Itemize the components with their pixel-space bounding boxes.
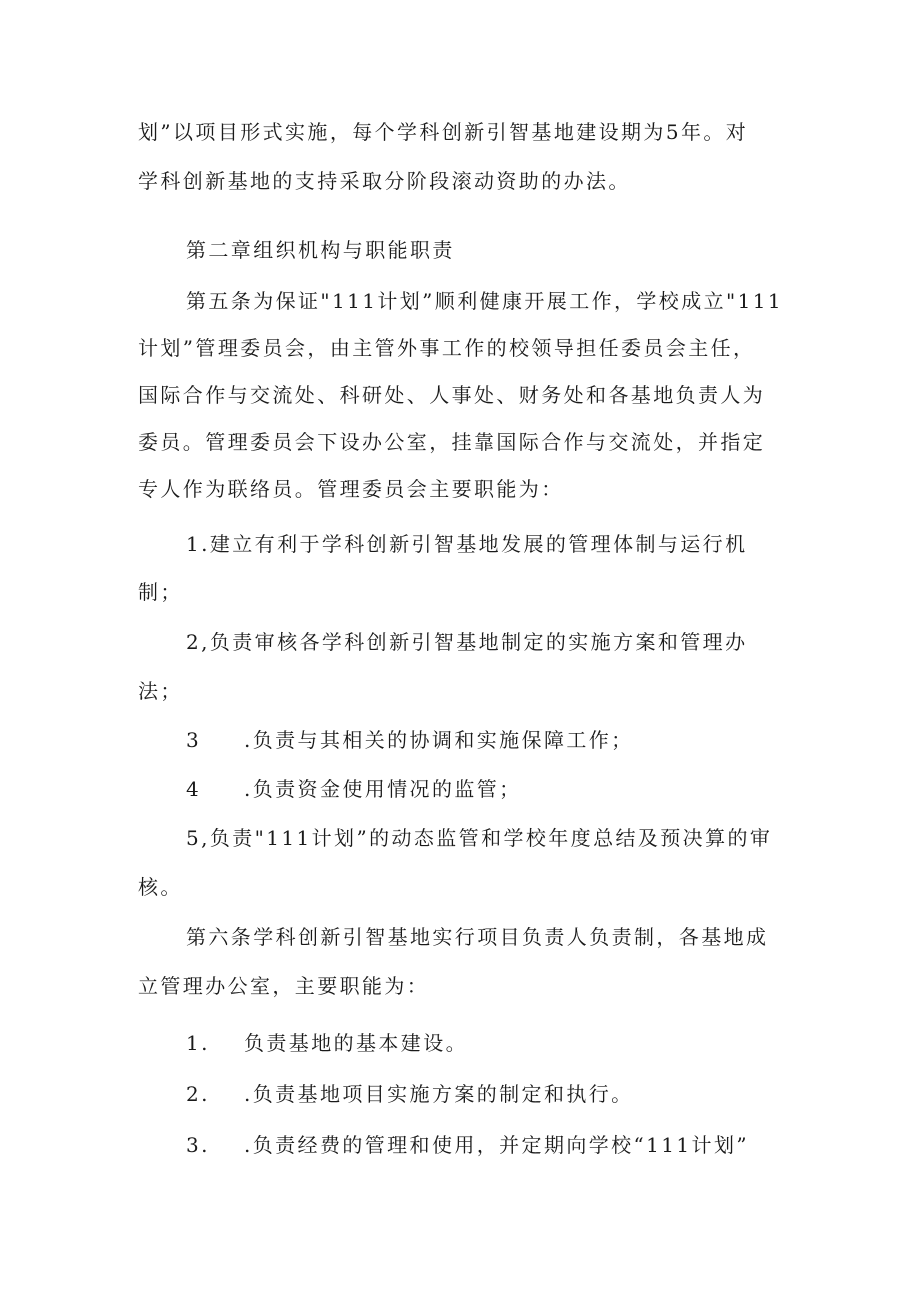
- list-text: 负责基地的基本建设。: [244, 1031, 468, 1055]
- list-number: 1.: [186, 1031, 210, 1055]
- committee-duty-5-cont: 核。: [138, 875, 183, 899]
- committee-duty-1-cont: 制；: [138, 580, 183, 604]
- committee-duty-5: 5,负责"111计划”的动态监管和学校年度总结及预决算的审: [186, 826, 773, 850]
- list-number: 3.: [186, 1133, 210, 1157]
- paragraph-line: 划”以项目形式实施，每个学科创新引智基地建设期为5年。对: [138, 120, 749, 144]
- article-6-line: 第六条学科创新引智基地实行项目负责人负责制，各基地成: [186, 925, 769, 949]
- list-text: .负责资金使用情况的监管；: [244, 777, 522, 801]
- article-6-line: 立管理办公室，主要职能为：: [138, 974, 430, 998]
- committee-duty-1: 1.建立有利于学科创新引智基地发展的管理体制与运行机: [186, 532, 748, 556]
- paragraph-line: 学科创新基地的支持采取分阶段滚动资助的办法。: [138, 169, 631, 193]
- base-duty-2: [186, 1080, 634, 1108]
- list-text: .负责与其相关的协调和实施保障工作；: [244, 728, 634, 752]
- article-5-line: 委员。管理委员会下设办公室，挂靠国际合作与交流处，并指定: [138, 430, 766, 454]
- base-duty-3: [186, 1131, 749, 1159]
- list-text: .负责经费的管理和使用，并定期向学校“111计划”: [244, 1133, 749, 1157]
- article-5-line: 计划”管理委员会，由主管外事工作的校领导担任委员会主任，: [138, 336, 756, 360]
- list-number: 2.: [186, 1082, 210, 1106]
- committee-duty-3: [186, 726, 634, 754]
- committee-duty-2: 2,负责审核各学科创新引智基地制定的实施方案和管理办: [186, 630, 748, 654]
- article-5-line: 专人作为联络员。管理委员会主要职能为：: [138, 477, 564, 501]
- chapter-heading: 第二章组织机构与职能职责: [186, 238, 455, 262]
- list-number: 4: [186, 777, 202, 801]
- committee-duty-2-cont: 法；: [138, 679, 183, 703]
- committee-duty-4: [186, 775, 522, 803]
- base-duty-1: [186, 1029, 468, 1057]
- article-5-line: 第五条为保证"111计划”顺利健康开展工作，学校成立"111: [186, 289, 783, 313]
- list-number: 3: [186, 728, 202, 752]
- article-5-line: 国际合作与交流处、科研处、人事处、财务处和各基地负责人为: [138, 383, 766, 407]
- list-text: .负责基地项目实施方案的制定和执行。: [244, 1082, 634, 1106]
